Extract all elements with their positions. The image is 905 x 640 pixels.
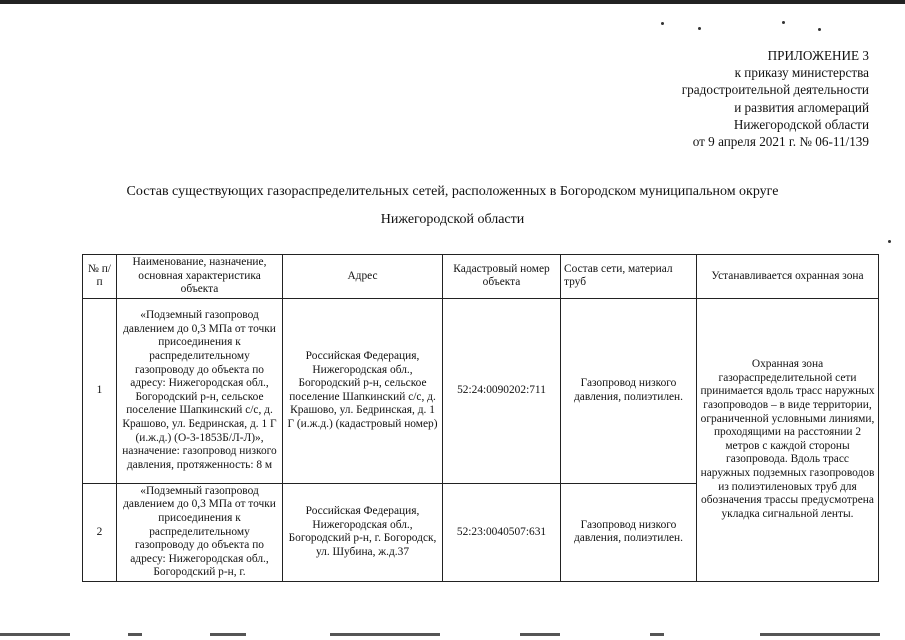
header-address: Адрес (283, 255, 443, 299)
cell-name: «Подземный газопровод давлением до 0,3 МПа от точки присоединения к распределительному газопроводу до объекта по адресу: Нижегородская обл., Богородский р-н, г. (117, 483, 283, 581)
scan-top-edge (0, 0, 905, 4)
scan-speck (888, 240, 891, 243)
table-header-row (83, 255, 879, 299)
appendix-line: к приказу министерства (734, 65, 869, 81)
header-num: № п/п (83, 255, 117, 299)
cell-protection-zone: Охранная зона газораспределительной сети принимается вдоль трасс наружных газопроводов – в виде территории, ограниченной условными линиями, проходящими на расстоянии 2 метров с каждой стороны газопровода. Вдоль трасс наружных подземных газопроводов из полиэтиленовых труб для обозначения трассы предусмотрена укладка сигнальной ленты. (697, 298, 879, 581)
appendix-line: Нижегородской области (733, 116, 869, 132)
header-network: Состав сети, материал труб (561, 255, 697, 299)
cell-address: Российская Федерация, Нижегородская обл., Богородский р-н, г. Богородск, ул. Шубина, ж.д.37 (283, 483, 443, 581)
cell-network: Газопровод низкого давления, полиэтилен. (561, 483, 697, 581)
header-zone: Устанавливается охранная зона (697, 255, 879, 299)
cell-cadastral: 52:23:0040507:631 (443, 483, 561, 581)
scan-speck (782, 21, 785, 24)
cell-num: 2 (83, 483, 117, 581)
header-cadastral: Кадастровый номер объекта (443, 255, 561, 299)
title-line-2: Нижегородской области (380, 212, 525, 227)
scan-bottom-mark (210, 633, 246, 636)
document-title (0, 178, 905, 234)
table-row (83, 298, 879, 483)
scan-bottom-mark (760, 633, 880, 636)
title-line-1: Состав существующих газораспределительных сетей, расположенных в Богородском муниципальном округе (126, 184, 779, 199)
scan-bottom-mark (520, 633, 560, 636)
scan-speck (661, 22, 664, 25)
cell-address: Российская Федерация, Нижегородская обл., Богородский р-н, сельское поселение Шапкинский с/с, д. Крашово, ул. Бедринская, д. 1 Г (и.ж.д.) (кадастровый номер) (283, 298, 443, 483)
cell-name: «Подземный газопровод давлением до 0,3 МПа от точки присоединения к распределительному газопроводу до объекта по адресу: Нижегородская обл., Богородский р-н, сельское поселение Шапкинский с/с, д. Крашово, ул. Бедринская, д. 1 Г (и.ж.д.) (О-3-1853Б/Л-Л)», назначение: газопровод низкого давления, протяженность: 8 м (117, 298, 283, 483)
appendix-line: и развития агломераций (734, 99, 869, 115)
appendix-line: от 9 апреля 2021 г. № 06-11/139 (692, 134, 869, 150)
scan-speck (698, 27, 701, 30)
cell-network: Газопровод низкого давления, полиэтилен. (561, 298, 697, 483)
cell-cadastral: 52:24:0090202:711 (443, 298, 561, 483)
scan-bottom-mark (330, 633, 440, 636)
scan-bottom-mark (0, 633, 70, 636)
scan-bottom-mark (128, 633, 142, 636)
appendix-line: градостроительной деятельности (681, 82, 869, 98)
scan-speck (818, 28, 821, 31)
cell-num: 1 (83, 298, 117, 483)
appendix-line: ПРИЛОЖЕНИЕ 3 (767, 48, 869, 63)
scan-bottom-mark (650, 633, 664, 636)
appendix-block (509, 47, 869, 150)
header-name: Наименование, назначение, основная характеристика объекта (117, 255, 283, 299)
gas-network-table (82, 254, 879, 582)
